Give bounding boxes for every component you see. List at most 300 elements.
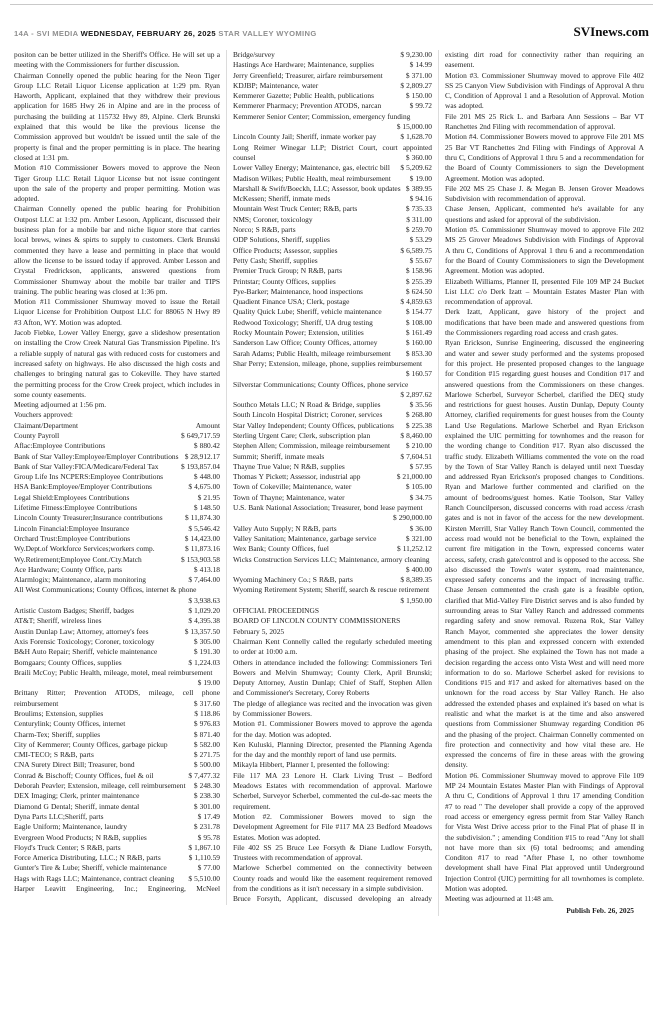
paragraph: File 117 MA 23 Lenore H. Clark Living Trust – Bedford Meadows Estates with recommendation of approval. Marlowe Scherbel, Surveyor Scherbel, commented the cul-de-sac meets the requirement.: [233, 770, 432, 811]
paragraph: Chase Jensen, Applicant, commented he's available for any questions and asked for approval of the subdivision.: [445, 204, 644, 224]
voucher-claimant: Braili McCoy; Public Health, mileage, motel, meal reimbursement: [14, 667, 213, 677]
voucher-row: [233, 215, 432, 225]
voucher-row: [14, 822, 220, 832]
paragraph: Mikayla Hibbert, Planner I, presented the following:: [233, 760, 390, 770]
page-header: [14, 24, 649, 40]
voucher-row: [14, 760, 220, 770]
voucher-claimant: South Lincoln Hospital District; Coroner, services: [233, 410, 383, 420]
voucher-amount: $ 150.00: [405, 91, 432, 101]
voucher-claimant: Redwood Toxicology; Sheriff, UA drug testing: [233, 317, 373, 327]
voucher-row: [233, 493, 432, 503]
voucher-amount: $ 7,477.32: [188, 770, 220, 780]
voucher-row: [233, 143, 432, 164]
voucher-row: [233, 452, 432, 462]
voucher-claimant: Claimant/Department: [14, 420, 79, 430]
voucher-claimant: Centurylink; County Offices, internet: [14, 719, 126, 729]
voucher-row: [233, 462, 432, 472]
voucher-amount: $ 17.49: [197, 811, 220, 821]
voucher-row: [14, 709, 220, 719]
voucher-row: [233, 246, 432, 256]
voucher-amount: $ 153,903.58: [180, 554, 220, 564]
voucher-row: [14, 585, 220, 606]
voucher-row: [233, 277, 432, 287]
voucher-row: [14, 627, 220, 637]
voucher-claimant: Hags with Rags LLC; Maintenance, contract cleaning: [14, 873, 175, 883]
paragraph: Others in attendance included the following: Commissioners Teri Bowers and Melvin Shumway; County Clerk, April Brunski; Deputy Attorney, Austin Dunlap; Chief of Staff, Stephen Allen and Commissioner's Secretary, Corey Roberts: [233, 657, 432, 698]
voucher-amount: $ 161.49: [405, 328, 432, 338]
voucher-amount: $ 1,224.03: [188, 657, 220, 667]
voucher-row: [233, 112, 432, 133]
voucher-row: [14, 843, 220, 853]
voucher-claimant: City of Kemmerer; County Offices, garbage pickup: [14, 739, 168, 749]
voucher-claimant: Group Life Ins NCPERS:Employee Contributions: [14, 472, 164, 482]
voucher-claimant: ODP Solutions, Sheriff, supplies: [233, 235, 330, 245]
voucher-row: [14, 874, 220, 884]
voucher-row: [14, 668, 220, 689]
voucher-row: [233, 307, 432, 317]
voucher-amount: $ 1,029.20: [188, 606, 220, 616]
voucher-amount: $ 582.00: [193, 739, 220, 749]
paragraph: OFFICIAL PROCEEDINGS: [233, 606, 319, 616]
paragraph: Motion #11 Commissioner Shumway moved to issue the Retail Liquor License for Prohibition Outpost LLC for 88065 N Hwy 89 #3 Afton, WY. Motion was adopted.: [14, 297, 220, 327]
voucher-amount: $ 99.72: [409, 101, 432, 111]
voucher-claimant: Ace Hardware; County Office, parts: [14, 564, 122, 574]
header-location: STAR VALLEY WYOMING: [218, 29, 317, 38]
voucher-amount: $ 4,675.00: [188, 482, 220, 492]
voucher-amount: $ 1,110.59: [188, 853, 220, 863]
voucher-row: [233, 349, 432, 359]
voucher-row: [233, 101, 432, 111]
voucher-claimant: Bank of Star Valley:Employee/Employer Contributions: [14, 451, 179, 461]
voucher-row: [14, 833, 220, 843]
voucher-claimant: Star Valley Independent; County Offices, publications: [233, 420, 394, 430]
voucher-amount: $ 290,000.00: [392, 513, 432, 523]
voucher-claimant: Bomgaars; County Offices, supplies: [14, 657, 122, 667]
voucher-row: [14, 771, 220, 781]
voucher-claimant: Broulims; Extension, supplies: [14, 709, 104, 718]
voucher-amount: $ 624.50: [405, 286, 432, 296]
voucher-row: [14, 616, 220, 626]
voucher-row: [14, 750, 220, 760]
voucher-claimant: Wy.Dept.of Workforce Services;workers comp.: [14, 544, 155, 554]
voucher-claimant: U.S. Bank National Association; Treasurer, bond lease payment: [233, 503, 423, 513]
voucher-claimant: Lincoln Financial:Employee Insurance: [14, 523, 130, 533]
voucher-row: [233, 91, 432, 101]
voucher-amount: $ 735.33: [405, 204, 432, 214]
voucher-amount: $ 108.00: [405, 317, 432, 327]
voucher-claimant: Gunter's Tire & Lube; Sheriff, vehicle maintenance: [14, 863, 167, 873]
voucher-amount: $ 105.00: [405, 482, 432, 492]
top-rule: [10, 4, 653, 5]
voucher-claimant: CNA Surety Direct Bill; Treasurer, bond: [14, 760, 135, 770]
site-name: SVInews.com: [573, 24, 649, 39]
voucher-row: [233, 338, 432, 348]
voucher-amount: $ 2,897.62: [400, 389, 432, 399]
voucher-row: [233, 287, 432, 297]
voucher-claimant: Evergreen Wood Products; N R&B, supplies: [14, 832, 147, 842]
voucher-row: [233, 235, 432, 245]
voucher-claimant: Pye-Barker; Maintenance, hood inspections: [233, 286, 363, 296]
voucher-claimant: Wicks Construction Services LLC; Maintenance, armory cleaning: [233, 554, 430, 564]
voucher-row: [14, 421, 220, 431]
voucher-amount: $ 268.80: [405, 410, 432, 420]
voucher-claimant: Norco; S R&B, parts: [233, 225, 296, 235]
voucher-claimant: McKessen; Sheriff, inmate meds: [233, 194, 331, 204]
voucher-row: [14, 575, 220, 585]
voucher-claimant: Lower Valley Energy; Maintenance, gas, electric bill: [233, 163, 390, 173]
voucher-row: [14, 812, 220, 822]
voucher-amount: $ 160.00: [405, 338, 432, 348]
paragraph: Jacob Fiebke, Lower Valley Energy, gave a slideshow presentation on installing the Crow Creek Natural Gas Transmission Pipeline. It's a reliable supply of natural gas with reduced costs for customers and increased safety on highways. He also discussed the high costs and challenges to bringing natural gas to Cokeville. They have started the permitting process for the Crow Creek project, which includes in some county easements.: [14, 328, 220, 399]
voucher-claimant: Summit; Sheriff, inmate meals: [233, 451, 325, 461]
voucher-claimant: AT&T; Sheriff, wireless lines: [14, 616, 102, 626]
voucher-claimant: Silverstar Communications; County Offices, phone service: [233, 379, 409, 389]
voucher-row: [14, 452, 220, 462]
voucher-amount: $ 271.75: [193, 750, 220, 760]
voucher-claimant: Hastings Ace Hardware; Maintenance, supplies: [233, 60, 374, 70]
voucher-claimant: CMI-TECO; S R&B, parts: [14, 750, 94, 760]
paragraph: Bruce Forsyth, Applicant, discussed developing an already: [233, 894, 432, 904]
column-2: [226, 50, 432, 905]
voucher-claimant: Rocky Mountain Power; Extension, utilities: [233, 328, 364, 338]
voucher-claimant: Printstar; County Offices, supplies: [233, 276, 336, 286]
voucher-amount: $ 400.00: [405, 564, 432, 574]
voucher-amount: $ 21.95: [197, 492, 220, 502]
voucher-claimant: Thayne True Value; N R&B, supplies: [233, 461, 345, 471]
header-date: WEDNESDAY, FEBRUARY 26, 2025: [80, 29, 216, 38]
voucher-amount: $ 13,357.50: [184, 626, 220, 636]
voucher-claimant: Stephen Allen; Commission, mileage reimbursement: [233, 441, 391, 451]
voucher-row: [233, 421, 432, 431]
voucher-row: [233, 380, 432, 401]
paragraph: Harper Leavitt Engineering, Inc.; Engineering, McNeel: [14, 884, 220, 894]
voucher-amount: $ 5,546.42: [188, 523, 220, 533]
voucher-claimant: County Payroll: [14, 430, 60, 440]
voucher-amount: $ 19.00: [197, 678, 220, 688]
voucher-row: [233, 431, 432, 441]
voucher-row: [233, 503, 432, 524]
voucher-amount: $ 4,859.63: [400, 297, 432, 307]
voucher-row: [14, 565, 220, 575]
voucher-claimant: NMS; Coroner, toxicology: [233, 214, 313, 224]
voucher-claimant: Sarah Adams; Public Health, mileage reimbursement: [233, 348, 391, 358]
voucher-amount: $ 8,389.35: [400, 575, 432, 585]
voucher-row: [233, 184, 432, 194]
voucher-claimant: Floyd's Truck Center; S R&B, parts: [14, 842, 121, 852]
voucher-claimant: Bridge/survey: [233, 50, 275, 59]
voucher-row: [14, 853, 220, 863]
voucher-amount: $ 5,209.62: [400, 163, 432, 173]
voucher-row: [233, 575, 432, 585]
voucher-amount: $ 57.95: [409, 461, 432, 471]
voucher-row: [14, 863, 220, 873]
voucher-claimant: Town of Cokeville; Maintenance, water: [233, 482, 352, 492]
voucher-amount: $ 360.00: [405, 152, 432, 162]
voucher-row: [233, 163, 432, 173]
page-label: 14A - SVI MEDIA: [14, 29, 79, 38]
voucher-claimant: Premier Truck Group; N R&B, parts: [233, 266, 342, 276]
paragraph: Vouchers approved:: [14, 410, 73, 420]
voucher-claimant: Lifetime Fitness:Employee Contributions: [14, 503, 138, 513]
voucher-row: [14, 791, 220, 801]
columns: [14, 50, 644, 916]
voucher-claimant: Wyoming Retirement System; Sheriff, search & rescue retirement: [233, 585, 430, 595]
voucher-amount: $ 118.86: [194, 709, 220, 718]
voucher-amount: $ 853.30: [405, 348, 432, 358]
voucher-amount: $ 9,230.00: [400, 50, 432, 59]
paragraph: Marlowe Scherbel commented on the connectivity between County roads and would like the easement requirement removed from the conditions as it isn't necessary in a simple subdivision.: [233, 863, 432, 894]
voucher-amount: $ 28,912.17: [184, 451, 220, 461]
voucher-amount: $ 19.00: [409, 173, 432, 183]
voucher-amount: $ 53.29: [409, 235, 432, 245]
voucher-amount: $ 11,873.16: [184, 544, 220, 554]
voucher-amount: $ 3,938.63: [188, 595, 220, 605]
voucher-amount: $ 301.00: [193, 801, 220, 811]
voucher-row: [233, 441, 432, 451]
voucher-claimant: Long Reimer Winegar LLP; District Court, court appointed counsel: [233, 142, 432, 162]
voucher-claimant: Kemmerer Pharmacy; Prevention ATODS, narcan: [233, 101, 382, 111]
voucher-row: [233, 524, 432, 534]
voucher-row: [14, 802, 220, 812]
voucher-row: [233, 71, 432, 81]
voucher-amount: $ 77.00: [197, 863, 220, 873]
voucher-row: [14, 534, 220, 544]
voucher-amount: $ 1,950.00: [400, 595, 432, 605]
voucher-row: [233, 555, 432, 576]
voucher-row: [233, 585, 432, 606]
voucher-amount: $ 14.99: [409, 60, 432, 70]
voucher-amount: $ 95.78: [197, 832, 220, 842]
header-left: [14, 29, 317, 38]
voucher-claimant: Valley Auto Supply; N R&B, parts: [233, 523, 337, 533]
voucher-amount: $ 191.30: [193, 647, 220, 657]
paragraph: Motion #3. Commissioner Shumway moved to approve File 402 SS 25 Canyon View Subdivision with Findings of Approval A thru C, Condition of Approval 1 and a Resolution of Approval. Motion was adopted.: [445, 70, 644, 111]
voucher-amount: $ 7,604.51: [400, 451, 432, 461]
voucher-amount: $ 880.42: [193, 441, 220, 451]
voucher-claimant: B&H Auto Repair; Sheriff, vehicle maintenance: [14, 647, 158, 657]
voucher-amount: $ 7,464.00: [188, 575, 220, 585]
voucher-claimant: Force America Distributing, LLC.; N R&B, parts: [14, 853, 161, 863]
voucher-claimant: Kemmerer Gazette; Public Health, publications: [233, 91, 374, 101]
voucher-claimant: Axis Forensic Toxicology; Coroner, toxicology: [14, 636, 155, 646]
voucher-claimant: Eagle Uniform; Maintenance, laundry: [14, 822, 128, 832]
voucher-claimant: Marshall & Swift/Boeckh, LLC; Assessor, book updates: [233, 183, 401, 193]
voucher-claimant: DEX Imaging; Clerk, printer maintenance: [14, 791, 140, 801]
voucher-row: [14, 441, 220, 451]
paragraph: Motion #5. Commissioner Shumway moved to approve File 202 MS 25 Grover Meadows Subdivision with Findings of Approval A thru C, Conditions of Approval 1 thru 6 and a recommendation for the Board of County Commissioners to sign the Development Agreement. Motion was adopted.: [445, 225, 644, 276]
voucher-amount: $ 305.00: [193, 636, 220, 646]
voucher-amount: $ 649,717.59: [180, 430, 220, 440]
voucher-amount: $ 210.00: [405, 441, 432, 451]
voucher-row: [14, 647, 220, 657]
voucher-amount: $ 1,628.70: [400, 132, 432, 142]
voucher-amount: $ 413.18: [193, 564, 220, 574]
paragraph: Chairman Connelly opened the public hearing for Prohibition Outpost LLC at 1:32 pm. Amber Lesoon, Applicant, discussed their business plan for a mobile bar and niche liquor store that carries local brews, wines & spirts to supply to customers. Clerk Brunski commented they have a lease and permitting in place that would allow the license to be issued today if approved. Amber Lesson and Crystal Fredrickson, applicants, answered questions from Commissioner Shumway about the mobile bar trailer and TIPS training. The public hearing was closed at 1:36 pm.: [14, 204, 220, 296]
voucher-row: [14, 658, 220, 668]
voucher-claimant: Austin Dunlap Law; Attorney, attorney's fees: [14, 626, 149, 636]
voucher-row: [14, 781, 220, 791]
voucher-amount: $ 976.83: [193, 719, 220, 729]
voucher-claimant: Valley Sanitation; Maintenance, garbage service: [233, 533, 377, 543]
voucher-amount: $ 11,252.12: [396, 544, 432, 554]
voucher-amount: $ 500.00: [193, 760, 220, 770]
voucher-amount: $ 158.96: [405, 266, 432, 276]
voucher-row: [14, 688, 220, 709]
voucher-claimant: Sterling Urgent Care; Clerk, subscription plan: [233, 430, 371, 440]
voucher-claimant: Dyna Parts LLC;Sheriff, parts: [14, 811, 104, 821]
paragraph: Chairman Kent Connelly called the regularly scheduled meeting to order at 10:00 a.m.: [233, 636, 432, 657]
voucher-claimant: Alarmlogix; Maintenance, alarm monitoring: [14, 575, 146, 585]
voucher-row: [14, 606, 220, 616]
voucher-amount: $ 321.00: [405, 533, 432, 543]
voucher-claimant: HSA Bank:Employee/Employer Contributions: [14, 482, 152, 492]
voucher-amount: $ 248.30: [193, 781, 220, 791]
voucher-amount: $ 34.75: [409, 492, 432, 502]
voucher-row: [233, 318, 432, 328]
voucher-row: [14, 740, 220, 750]
voucher-row: [233, 482, 432, 492]
paragraph: BOARD OF LINCOLN COUNTY COMMISSIONERS: [233, 616, 401, 626]
voucher-claimant: Lincoln County Jail; Sheriff, inmate worker pay: [233, 132, 377, 142]
voucher-claimant: Aflac:Employee Contributions: [14, 441, 106, 451]
voucher-claimant: Office Products; Assessor, supplies: [233, 245, 338, 255]
voucher-row: [233, 472, 432, 482]
voucher-row: [233, 81, 432, 91]
voucher-row: [233, 225, 432, 235]
voucher-claimant: Madison Wilkes; Public Health, meal reimbursement: [233, 173, 391, 183]
voucher-claimant: Shar Perry; Extension, mileage, phone, supplies reimbursement: [233, 358, 423, 368]
paragraph: File 201 MS 25 Rick L. and Barbara Ann Sessions – Bar VT Ranchettes 2nd Filing with recommendation of approval.: [445, 111, 644, 132]
voucher-claimant: Petty Cash; Sheriff, supplies: [233, 255, 318, 265]
voucher-row: [233, 194, 432, 204]
voucher-amount: $ 311.00: [406, 214, 432, 224]
voucher-row: [233, 410, 432, 420]
voucher-claimant: Jerry Greenfield; Treasurer, airfare reimbursement: [233, 70, 383, 80]
voucher-row: [14, 431, 220, 441]
voucher-amount: $ 160.57: [405, 369, 432, 379]
voucher-row: [14, 524, 220, 534]
voucher-amount: $ 871.40: [193, 729, 220, 739]
voucher-claimant: Legal Shield:Employees Contributions: [14, 492, 130, 502]
voucher-claimant: All West Communications; County Offices, internet & phone: [14, 585, 197, 595]
paragraph: Meeting was adjourned at 11:48 am.: [445, 894, 554, 904]
voucher-claimant: Wy.Retirement;Employee Cont./Cty.Match: [14, 554, 142, 564]
voucher-claimant: Brittany Ritter; Prevention ATODS, mileage, cell phone reimbursement: [14, 688, 220, 708]
voucher-amount: $ 371.00: [405, 70, 432, 80]
paragraph: The pledge of allegiance was recited and the invocation was given by Commissioner Bowers.: [233, 698, 432, 718]
voucher-row: [14, 472, 220, 482]
paragraph: Motion #1. Commissioner Bowers moved to approve the agenda for the day. Motion was adopted.: [233, 719, 432, 739]
voucher-row: [14, 462, 220, 472]
paragraph: positon can be better utilized in the Sheriff's Office. He will set up a meeting with the Commissioners for further discussion.: [14, 50, 220, 70]
voucher-claimant: Sanderson Law Office; County Offices, attorney: [233, 338, 378, 348]
voucher-amount: $ 259.70: [405, 225, 432, 235]
paragraph: Motion #4. Commissioner Bowers moved to approve File 201 MS 25 Bar VT Ranchettes 2nd Filing with Findings of Approval A thru C, Conditions of Approval 1 thru 5 and a recommendation for the Board of County Commissioners to sign the Development Agreement. Motion was adopted.: [445, 132, 644, 183]
voucher-row: [233, 132, 432, 142]
voucher-claimant: Bank of Star Valley:FICA/Medicare/Federal Tax: [14, 461, 159, 471]
voucher-amount: $ 94.16: [409, 194, 432, 204]
paragraph: Meeting adjourned at 1:56 pm.: [14, 400, 107, 410]
voucher-amount: $ 448.00: [193, 472, 220, 482]
voucher-claimant: Wex Bank; County Offices, fuel: [233, 544, 329, 554]
voucher-amount: $ 148.50: [193, 503, 220, 513]
voucher-claimant: Kemmerer Senior Center; Commission, emergency funding: [233, 111, 411, 121]
paragraph: Elizabeth Williams, Planner II, presented File 109 MP 24 Bucket List LLC c/o Derk Izatt – Mountain Estates Master Plan with recommendation of approval.: [445, 276, 644, 307]
voucher-row: [233, 174, 432, 184]
voucher-row: [233, 60, 432, 70]
voucher-amount: $ 317.60: [193, 698, 220, 708]
voucher-row: [233, 50, 432, 60]
voucher-claimant: Mountain West Truck Center; R&B, parts: [233, 204, 358, 214]
paragraph: File 202 MS 25 Chase J. & Megan B. Jensen Grover Meadows Subdivision with recommendation of approval.: [445, 183, 644, 204]
voucher-amount: $ 225.38: [405, 420, 432, 430]
voucher-claimant: Charm-Tex; Sheriff, supplies: [14, 729, 101, 739]
voucher-claimant: Southco Metals LLC; N Road & Bridge, supplies: [233, 400, 381, 410]
column-3: [438, 50, 644, 916]
voucher-amount: $ 8,460.00: [400, 430, 432, 440]
voucher-claimant: Quadient Finance USA; Clerk, postage: [233, 297, 350, 307]
voucher-row: [14, 544, 220, 554]
voucher-row: [233, 400, 432, 410]
voucher-claimant: Town of Thayne; Maintenance, water: [233, 492, 345, 502]
voucher-row: [14, 482, 220, 492]
voucher-row: [14, 513, 220, 523]
voucher-row: [233, 256, 432, 266]
voucher-claimant: Deborah Peavler; Extension, mileage, cell reimbursement: [14, 781, 186, 791]
voucher-amount: $ 14,423.00: [184, 533, 220, 543]
voucher-row: [233, 359, 432, 380]
voucher-claimant: Wyoming Machinery Co.; S R&B, parts: [233, 575, 353, 585]
voucher-amount: $ 154.77: [405, 307, 432, 317]
voucher-amount: $ 11,874.30: [184, 513, 220, 523]
voucher-amount: $ 36.00: [409, 523, 432, 533]
voucher-amount: $ 15,000.00: [396, 122, 432, 132]
voucher-row: [14, 719, 220, 729]
paragraph: Motion #10 Commissioner Bowers moved to approve the Neon Tiger Group LLC Retail Liquor License but not issue contingent upon the sale of the property and proper permitting. Motion was adopted.: [14, 163, 220, 204]
paragraph: existing dirt road for connectivity rather than requiring an easement.: [445, 50, 644, 70]
voucher-claimant: Artistic Custom Badges; Sheriff, badges: [14, 606, 134, 616]
voucher-claimant: Quality Quick Lube; Sheriff, vehicle maintenance: [233, 307, 382, 317]
voucher-row: [233, 328, 432, 338]
voucher-claimant: Orchard Trust:Employee Contributions: [14, 533, 131, 543]
voucher-claimant: KDJBP; Maintenance, water: [233, 80, 319, 90]
voucher-amount: $ 2,809.27: [400, 80, 432, 90]
voucher-amount: $ 255.39: [405, 276, 432, 286]
voucher-amount: Amount: [195, 420, 220, 430]
voucher-claimant: Lincoln County Treasurer;Insurance contributions: [14, 513, 163, 523]
paragraph: Chairman Connelly opened the public hearing for the Neon Tiger Group LLC Retail Liquor License application at 1:29 pm. Ryan Haworth, Applicant, explained that they withdrew their previous application for 1685 Hwy 26 in Alpine and are in the process of purchasing the building at 115732 Hwy 89, Alpine. Clerk Brunski explained that this would be like the previous license the Commission approved but wouldn't be issued until the sale of the property is final and the proper permitting is in place. The hearing closed at 1:31 pm.: [14, 70, 220, 162]
paragraph: File 402 SS 25 Bruce Lee Forsyth & Diane Ludlow Forsyth, Trustees with recommendation of approval.: [233, 842, 432, 863]
paragraph: Motion #6. Commissioner Shumway moved to approve File 109 MP 24 Mountain Estates Master Plan with Findings of Approval A thru C, Conditions of Approval 1 thru 17 amending Condition #7 to read " The developer shall provide a copy of the approved road access or emergency egress permit from Star Valley Ranch for Vista West Drive access prior to the Final Plat of phase II in the subdivision." ; amending Condition #15 to read "Any lot shall not have more than six (6) total bedrooms; and amending Conditon #17 to read "After Phase I, no other townhome development shall have Final Plat approved until Underground Injection Control (UIC) permitting for all townhomes is complete. Motion was adopted.: [445, 770, 644, 894]
paragraph: Ryan Erickson, Sunrise Engineering, discussed the engineering and water and sewer study performed and the systems proposed for this project. He presented proposed changes to the language for Condition #15 regarding guest houses and Condition #17 and answered questions from the Commissioners on these changes. Marlowe Scherbel, Surveyor Scherbel, clarified the DEQ study and restrictions for guest houses. Austin Dunlap, Deputy County Attorney, clarified requirements for guest houses from the County Land Use Regulations. Marlowe Scherbel and Ryan Erickson explained the UIC permitting for townhomes and the reason for the wording change to Condition #17. Ryan also discussed the traffic study. Elizabeth Williams commented the vote on the road by the Town of Star Valley Ranch is delayed until next Tuesday and addressed Ryan Erickson's proposed changes to Conditions. Ryan and Marlowe further commented and clarified on the amount of bedrooms/guest homes. Katie Toolson, Star Valley Ranch Councilperson, discussed concerns with road access /crash gates and is not in favor of the access for the new development. Kirsten Merrill, Star Valley Ranch Town Council, commented the access road would not be beneficial to the Town, explained the current fire mitigation in the Town, expressed concerns water access, safety, crash gate/control and is opposed to the access. She also discussed the Town's water system, road maintenance, expressed safety concerns and the impact of increasing traffic. Chase Jensen commented the crash gate is a feasible option, clarified that Mid-Valley Fire District serves and is also funded by surrounding areas to Star Valley Ranch and addressed comments regarding safety and snow removal. Ruzena Rok, Star Valley Ranch Mayor, commented she appreciates the lower density amendment to this plan and expressed concern with extended phasing of the project. She explained the Town has not made a decision regarding the access onto Vista West and will need more information to do so. Marlowe Scherbel asked for revisions to Conditions #15 and #17 and asked for alternatives based on the unknown for the road access by Star Valley Ranch. He also addressed the extended phases and explained it's based on what is realistic and what the market is at the time and also answered questions from Commissioner Shumway regarding Condition #6 and the phasing of the project. Chairman Connelly commented on fire protection and connectivity and how vital these are. He expressed the concerns of fire in these areas with the growing density.: [445, 338, 644, 770]
voucher-amount: $ 193,857.04: [180, 461, 220, 471]
paragraph: Derk Izatt, Applicant, gave history of the project and modifications that have been made and answered questions from the Commissioners regarding road access and crash gates.: [445, 307, 644, 338]
paragraph: Motion #2. Commissioner Bowers moved to sign the Development Agreement for File #117 MA 23 Bedford Meadows Estates. Motion was adopted.: [233, 811, 432, 842]
voucher-row: [14, 730, 220, 740]
voucher-amount: $ 5,510.00: [188, 873, 220, 883]
voucher-row: [233, 204, 432, 214]
voucher-amount: $ 389.95: [405, 183, 432, 193]
voucher-amount: $ 21,000.00: [396, 472, 432, 482]
voucher-row: [14, 493, 220, 503]
voucher-amount: $ 238.30: [193, 791, 220, 801]
paragraph: Ken Kuluski, Planning Director, presented the Planning Agenda for the day and the monthly report of land use permits.: [233, 739, 432, 760]
voucher-amount: $ 4,395.38: [188, 616, 220, 626]
publish-line: Publish Feb. 26, 2025: [566, 905, 634, 915]
voucher-amount: $ 35.56: [409, 400, 432, 410]
voucher-claimant: Thomas Y Pickett; Assessor, industrial app: [233, 472, 361, 482]
voucher-claimant: Diamond G Dental; Sheriff, inmate dental: [14, 801, 140, 811]
